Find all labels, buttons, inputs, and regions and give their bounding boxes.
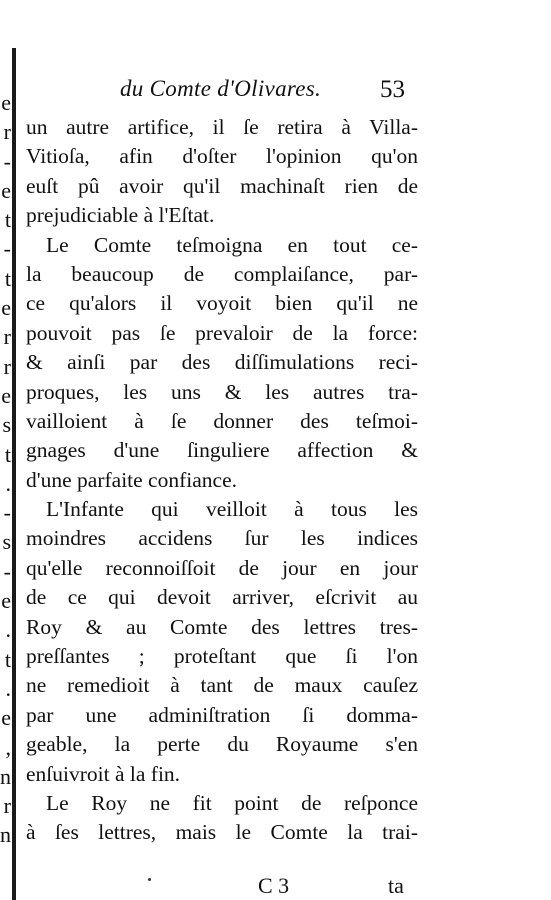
bleed-letter: e [1,177,11,203]
bleed-letter: - [3,558,11,584]
text-line: Le Comte teſmoigna en tout ce- [46,232,418,257]
bleed-letter: e [1,705,11,731]
bleed-letter: r [3,353,11,379]
signature-mark: C 3 [258,873,290,898]
bleed-letter: n [0,763,11,789]
running-head: du Comte d'Olivares. [120,76,322,101]
facing-page-bleed [0,88,11,850]
bleed-letter: , [5,734,11,760]
text-line: gnages d'une ſinguliere affection & [26,438,418,463]
bleed-letter: e [1,588,11,614]
page-number: 53 [380,76,405,103]
bleed-letter: e [1,90,11,115]
gutter-edge [12,48,16,900]
bleed-letter: t [4,441,11,467]
text-line: & ainſi par des diſſimulations reci- [26,350,418,375]
catchword: ta [388,873,404,898]
bleed-letter: r [3,324,11,350]
bleed-letter: s [2,412,11,438]
text-line: preſſantes ; proteſtant que ſi l'on [26,644,418,669]
bleed-letter: t [4,646,11,672]
text-line: Le Roy ne fit point de reſponce [46,790,418,815]
bleed-letter: e [1,295,11,321]
bleed-letter: - [3,148,11,174]
bleed-letter: . [5,675,11,701]
text-line: moindres accidens ſur les indices [26,526,418,551]
text-line: par une adminiſtration ſi domma- [26,702,418,727]
bleed-letter: - [3,236,11,262]
bleed-letter: t [4,265,11,291]
ink-speck [148,878,151,881]
bleed-letter: r [3,119,11,145]
bleed-letter: e [1,382,11,408]
text-line: euſt pû avoir qu'il machinaſt rien de [26,173,418,198]
text-line: ce qu'alors il voyoit bien qu'il ne [26,291,418,316]
bleed-letter: - [3,500,11,526]
text-line: de ce qui devoit arriver, eſcrivit au [26,585,418,610]
bleed-letter: . [5,470,11,496]
text-line: ne remedioit à tant de maux cauſez [26,673,418,698]
text-line: vailloient à ſe donner des teſmoi- [26,408,418,433]
text-line: enſuivroit à la fin. [26,761,181,786]
text-line: qu'elle reconnoiſſoit de jour en jour [26,555,418,580]
text-line: proques, les uns & les autres tra- [26,379,418,404]
text-line: un autre artifice, il ſe retira à Villa- [26,115,418,139]
text-line: geable, la perte du Royaume s'en [26,732,418,757]
text-line: d'une parfaite confiance. [26,467,237,492]
body-text [26,113,418,848]
bleed-letter: . [5,617,11,643]
text-line: Vitioſa, afin d'oſter l'opinion qu'on [26,144,418,169]
bleed-letter: t [4,207,11,233]
text-line: prejudiciable à l'Eſtat. [26,203,215,228]
text-line: pouvoit pas ſe prevaloir de la force: [26,320,418,345]
text-line: Roy & au Comte des lettres tres- [26,614,418,639]
text-line: à ſes lettres, mais le Comte la trai- [26,820,418,845]
bleed-letter: n [0,822,11,848]
bleed-letter: r [3,793,11,819]
bleed-letter: s [2,529,11,555]
text-line: L'Infante qui veilloit à tous les [46,497,418,522]
text-line: la beaucoup de complaiſance, par- [26,261,418,286]
